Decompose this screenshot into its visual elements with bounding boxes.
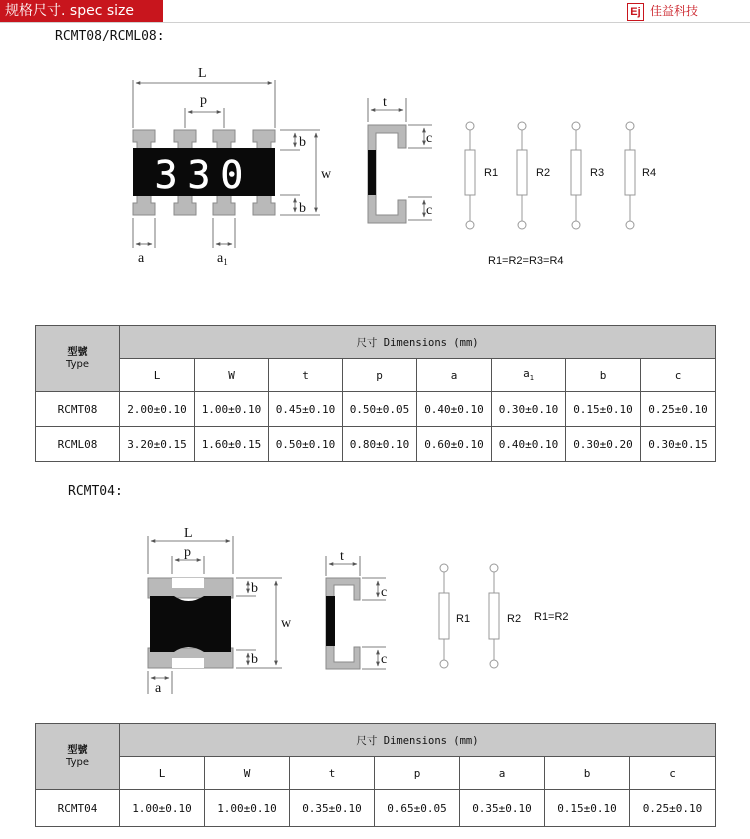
header-divider xyxy=(0,22,750,23)
header-title: 规格尺寸. spec size xyxy=(5,3,134,19)
table-row xyxy=(36,790,716,827)
col-header-W: W xyxy=(195,359,269,392)
row-type: RCML08 xyxy=(36,427,120,462)
col-header-b: b xyxy=(566,359,641,392)
section-title-rcmt08: RCMT08/RCML08: xyxy=(55,29,165,44)
col-header-a: a xyxy=(417,359,492,392)
dim-L-label: L xyxy=(198,66,207,81)
cell-value: 0.60±0.10 xyxy=(417,427,492,462)
section-title-rcmt04: RCMT04: xyxy=(68,484,123,499)
cell-value: 0.45±0.10 xyxy=(269,392,343,427)
col-header-c: c xyxy=(641,359,716,392)
table-row xyxy=(36,392,716,427)
dim-w-label: w xyxy=(321,167,332,182)
cell-value: 1.00±0.10 xyxy=(195,392,269,427)
dim-a-label: a xyxy=(138,251,145,266)
dim-c-bottom-label-04: c xyxy=(381,652,388,667)
chip-marking: 330 xyxy=(154,153,254,197)
table-row xyxy=(36,427,716,462)
dimensions-table-rcmt04 xyxy=(35,723,716,827)
dim-L-label-04: L xyxy=(184,526,193,541)
rcmt08-diagram xyxy=(0,40,750,280)
rcmt04-chip-top-view xyxy=(148,578,233,668)
col-header-t: t xyxy=(269,359,343,392)
dim-b-bottom-label-04: b xyxy=(251,652,258,667)
col-header-L: L xyxy=(120,757,205,790)
col-header-a1: $a_1$ xyxy=(492,359,566,392)
row-type: RCMT04 xyxy=(36,790,120,827)
dim-w-label-04: w xyxy=(281,616,292,631)
cell-value: 0.50±0.10 xyxy=(269,427,343,462)
type-header-04: 型號 Type xyxy=(36,724,120,790)
cell-value: 0.25±0.10 xyxy=(630,790,716,827)
cell-value: 0.30±0.15 xyxy=(641,427,716,462)
dim-a-label-04: a xyxy=(155,681,162,696)
brand-logo-icon: Ej xyxy=(627,3,644,21)
dimensions-header: 尺寸 Dimensions (mm) xyxy=(120,326,716,359)
cell-value: 0.30±0.10 xyxy=(492,392,566,427)
dim-b-bottom-label: b xyxy=(299,201,306,216)
cell-value: 0.65±0.05 xyxy=(375,790,460,827)
col-header-L: L xyxy=(120,359,195,392)
col-header-p: p xyxy=(375,757,460,790)
dim-c-bottom-label: c xyxy=(426,203,433,218)
cell-value: 2.00±0.10 xyxy=(120,392,195,427)
dim-b-top-label: b xyxy=(299,135,306,150)
resistor-equation: R1=R2=R3=R4 xyxy=(488,255,564,267)
header-tab xyxy=(0,0,163,22)
cell-value: 0.15±0.10 xyxy=(566,392,641,427)
type-header: 型號 Type xyxy=(36,326,120,392)
cell-value: 1.00±0.10 xyxy=(120,790,205,827)
rcmt04-side-view xyxy=(326,556,386,669)
resistor-r1-label-04: R1 xyxy=(456,613,471,625)
dim-t-label-04: t xyxy=(340,549,344,564)
dim-c-top-label-04: c xyxy=(381,585,388,600)
cell-value: 1.00±0.10 xyxy=(205,790,290,827)
col-header-c: c xyxy=(630,757,716,790)
col-header-p: p xyxy=(343,359,417,392)
cell-value: 3.20±0.15 xyxy=(120,427,195,462)
dim-b-top-label-04: b xyxy=(251,581,258,596)
resistor-r4-label: R4 xyxy=(642,167,657,179)
dim-c-top-label: c xyxy=(426,131,433,146)
cell-value: 0.80±0.10 xyxy=(343,427,417,462)
col-header-b: b xyxy=(545,757,630,790)
cell-value: 0.50±0.05 xyxy=(343,392,417,427)
resistor-r2-label-04: R2 xyxy=(507,613,522,625)
rcmt04-diagram xyxy=(0,515,750,710)
resistor-r2-label: R2 xyxy=(536,167,551,179)
col-header-a: a xyxy=(460,757,545,790)
dim-t-label: t xyxy=(383,95,387,110)
cell-value: 0.15±0.10 xyxy=(545,790,630,827)
cell-value: 0.40±0.10 xyxy=(417,392,492,427)
dimensions-header-04: 尺寸 Dimensions (mm) xyxy=(120,724,716,757)
resistor-r1-label: R1 xyxy=(484,167,499,179)
cell-value: 1.60±0.15 xyxy=(195,427,269,462)
col-header-t: t xyxy=(290,757,375,790)
brand-name: 佳益科技 xyxy=(650,4,699,18)
dim-p-label-04: p xyxy=(184,545,191,560)
dim-p-label: p xyxy=(200,93,207,108)
cell-value: 0.35±0.10 xyxy=(460,790,545,827)
resistor-r3-label: R3 xyxy=(590,167,605,179)
cell-value: 0.35±0.10 xyxy=(290,790,375,827)
cell-value: 0.30±0.20 xyxy=(566,427,641,462)
dim-a1-label: $a_1$ xyxy=(217,251,228,267)
cell-value: 0.40±0.10 xyxy=(492,427,566,462)
dimensions-table-rcmt08 xyxy=(35,325,716,462)
rcmt08-side-view xyxy=(368,98,432,223)
resistor-equation-04: R1=R2 xyxy=(534,611,569,623)
cell-value: 0.25±0.10 xyxy=(641,392,716,427)
col-header-W: W xyxy=(205,757,290,790)
row-type: RCMT08 xyxy=(36,392,120,427)
